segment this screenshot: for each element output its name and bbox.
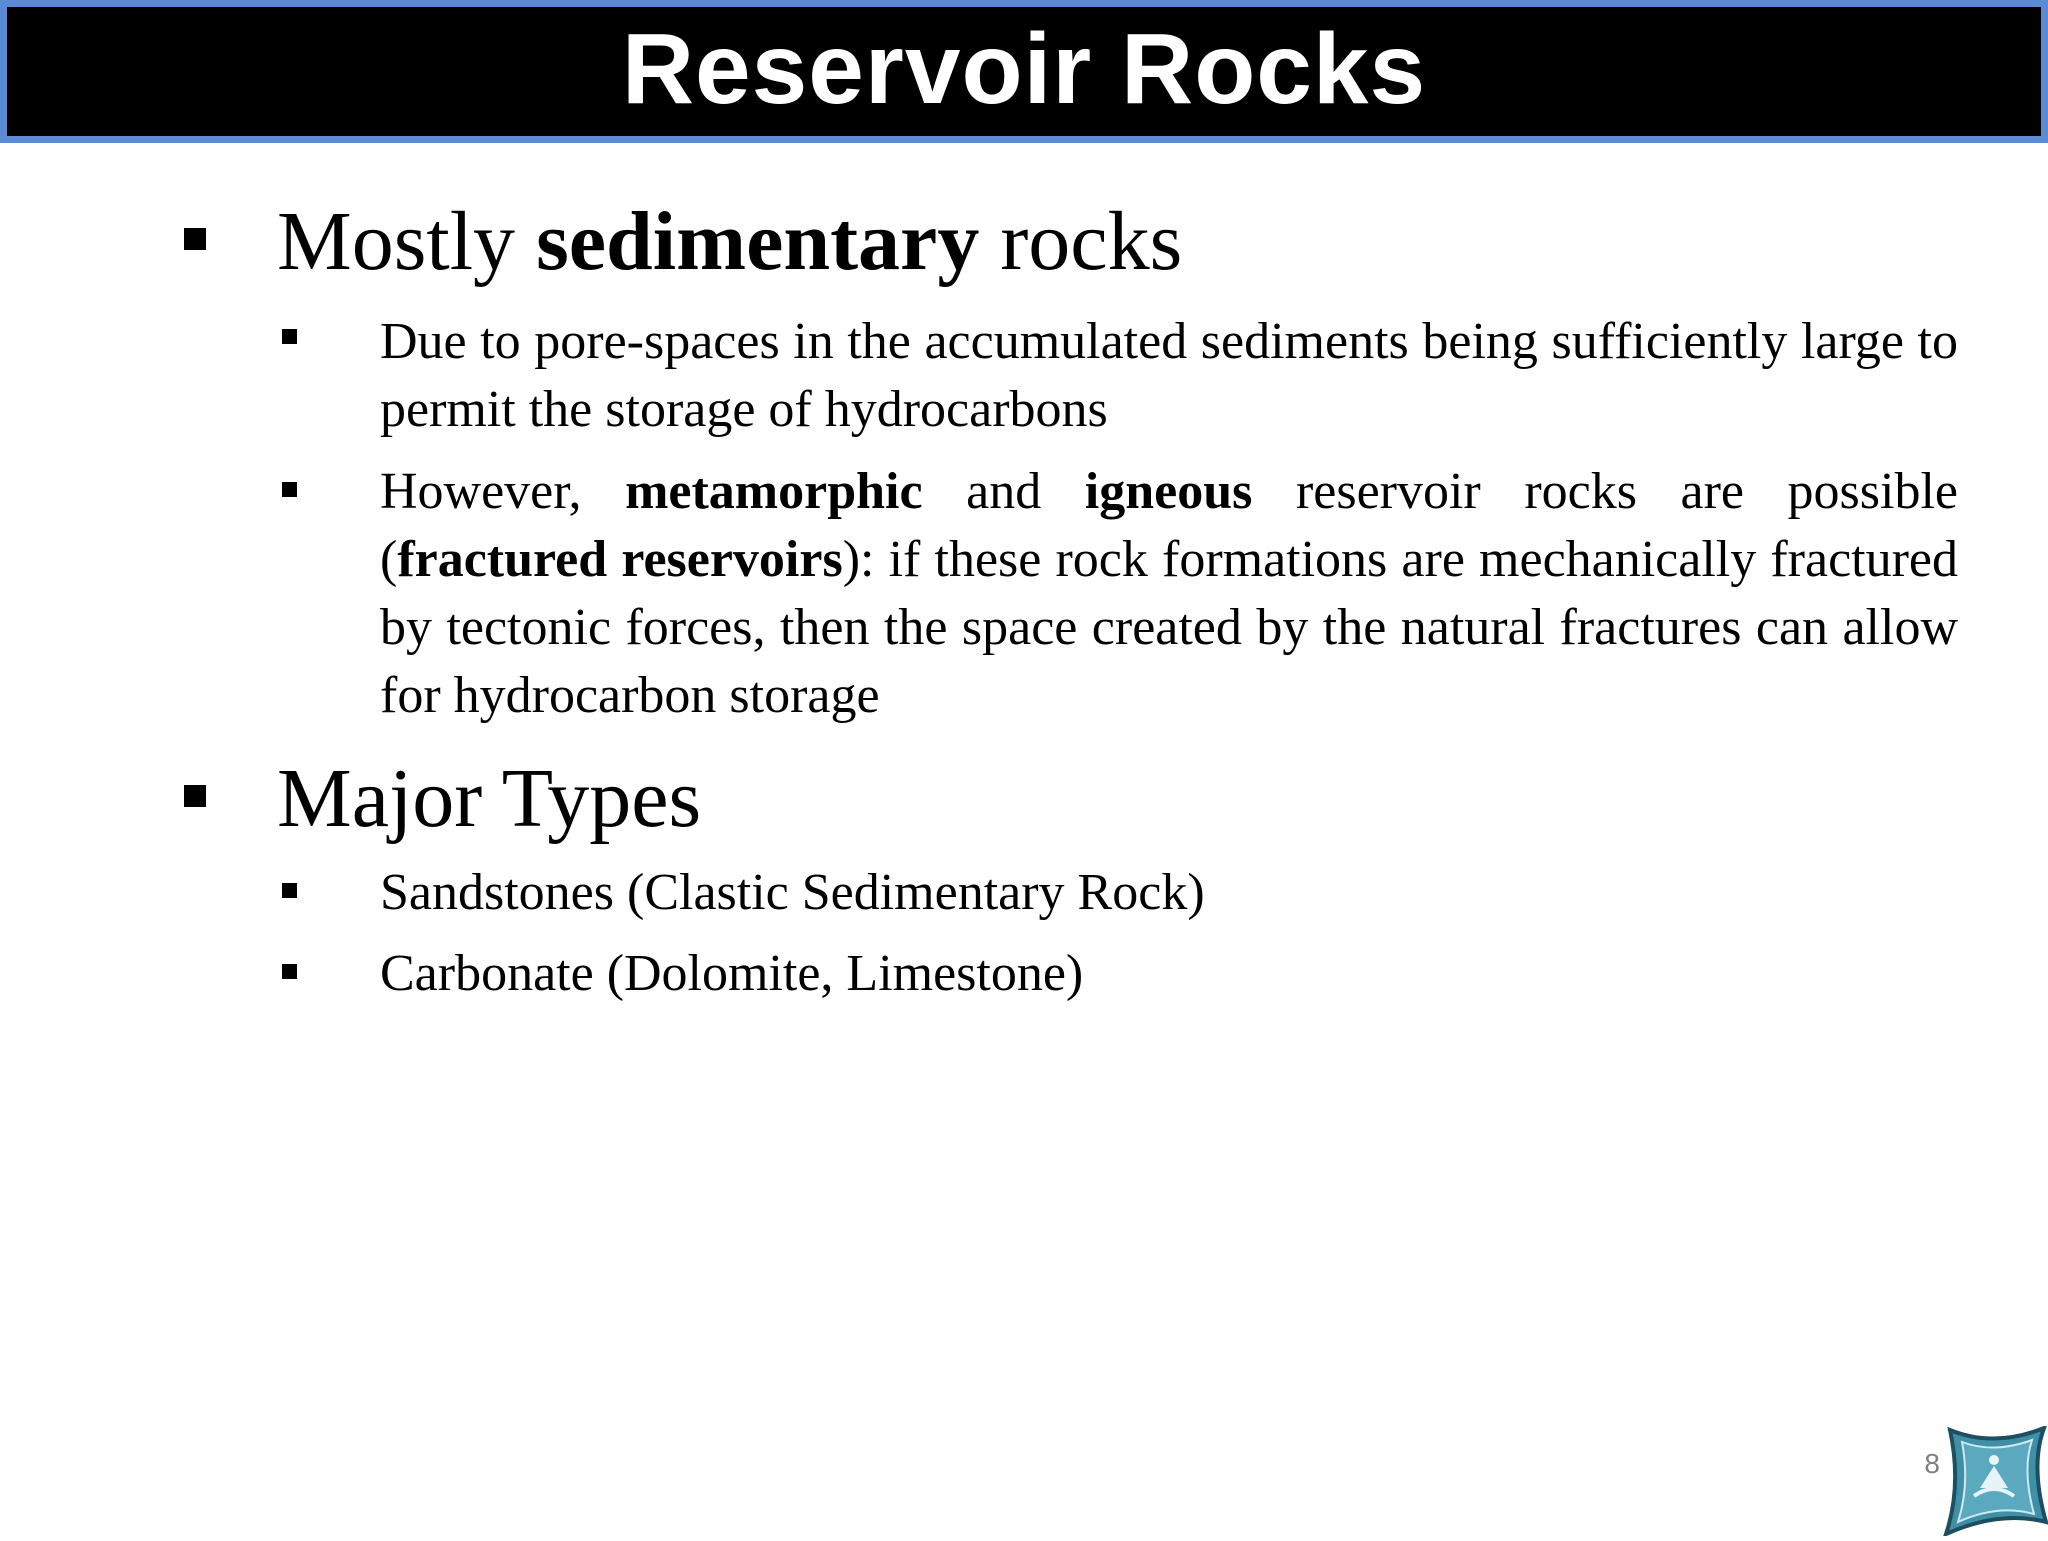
sub-bullet-marker	[282, 482, 297, 497]
bullet-marker	[184, 228, 206, 250]
bullet-text-pre: Mostly	[277, 195, 537, 288]
bullet-mostly-sedimentary	[277, 195, 1183, 288]
bold-fractured-reservoirs: fractured reservoirs	[397, 531, 843, 588]
title-bar	[0, 0, 2048, 143]
slide-title: Reservoir Rocks	[621, 12, 1427, 125]
page-number: 8	[1924, 1448, 1940, 1479]
text-run: ): if these rock formations are mechanically fractured by tectonic forces, then the space created by the natural fractures can allow for hydrocarbon storage	[380, 531, 1958, 724]
sub-bullet-carbonate: Carbonate (Dolomite, Limestone)	[380, 945, 1084, 1002]
sub-bullet-marker	[282, 329, 297, 344]
bold-metamorphic: metamorphic	[625, 463, 923, 520]
sub-bullet-pore-spaces: Due to pore-spaces in the accumulated sediments being sufficiently large to permit the storage of hydrocarbons	[380, 313, 1958, 438]
bullet-major-types: Major Types	[277, 752, 702, 845]
sub-bullet-marker	[282, 883, 297, 898]
bullet-text-bold: sedimentary	[536, 195, 980, 288]
bullet-text-post: rocks	[979, 195, 1183, 288]
text-run: However,	[380, 463, 626, 520]
text-run: reservoir rocks are possible (	[380, 463, 1958, 588]
bullet-marker	[184, 785, 206, 807]
university-crest-icon	[1940, 1426, 2048, 1536]
sub-bullet-fractured-reservoirs	[380, 458, 1958, 730]
sub-bullet-marker	[282, 964, 297, 979]
bold-igneous: igneous	[1084, 463, 1253, 520]
text-run: and	[922, 463, 1085, 520]
sub-bullet-sandstones: Sandstones (Clastic Sedimentary Rock)	[380, 864, 1205, 921]
